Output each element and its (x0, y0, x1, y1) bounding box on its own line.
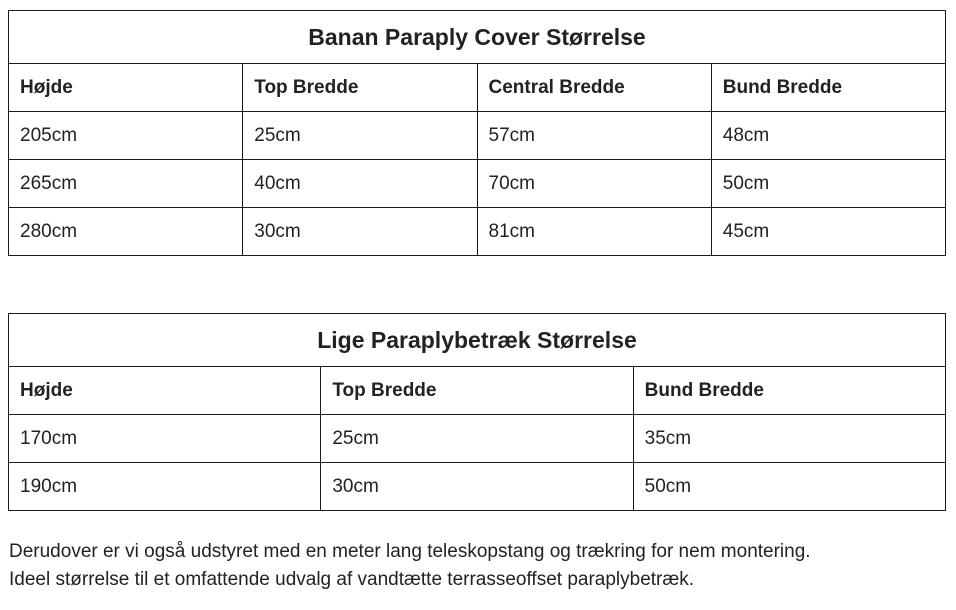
table-row (9, 415, 946, 463)
table-cell: 30cm (243, 208, 477, 256)
table-cell: 205cm (9, 112, 243, 160)
table-cell: 25cm (243, 112, 477, 160)
table-cell: 70cm (477, 160, 711, 208)
column-header-top-bredde: Top Bredde (321, 367, 633, 415)
table-title: Lige Paraplybetræk Størrelse (9, 314, 946, 367)
straight-umbrella-size-table (8, 313, 946, 511)
column-header-central-bredde: Central Bredde (477, 64, 711, 112)
column-header-hojde: Højde (9, 64, 243, 112)
table-header-row (9, 367, 946, 415)
table-cell: 81cm (477, 208, 711, 256)
table-title: Banan Paraply Cover Størrelse (9, 11, 946, 64)
table-cell: 45cm (711, 208, 945, 256)
table-row (9, 112, 946, 160)
description-line-1: Derudover er vi også udstyret med en meter lang teleskopstang og trækring for nem montering. (9, 541, 811, 562)
column-header-bund-bredde: Bund Bredde (711, 64, 945, 112)
description-line-2: Ideel størrelse til et omfattende udvalg af vandtætte terrasseoffset paraplybetræk. (9, 569, 695, 590)
table-row (9, 160, 946, 208)
table-cell: 190cm (9, 463, 321, 511)
table-header-row (9, 64, 946, 112)
table-cell: 50cm (711, 160, 945, 208)
column-header-top-bredde: Top Bredde (243, 64, 477, 112)
table-cell: 57cm (477, 112, 711, 160)
table-cell: 25cm (321, 415, 633, 463)
table-cell: 40cm (243, 160, 477, 208)
table-row (9, 463, 946, 511)
table-cell: 30cm (321, 463, 633, 511)
column-header-hojde: Højde (9, 367, 321, 415)
table-cell: 48cm (711, 112, 945, 160)
table-cell: 50cm (633, 463, 945, 511)
description-text (9, 538, 949, 594)
table-cell: 170cm (9, 415, 321, 463)
table-cell: 280cm (9, 208, 243, 256)
column-header-bund-bredde: Bund Bredde (633, 367, 945, 415)
table-cell: 35cm (633, 415, 945, 463)
table-cell: 265cm (9, 160, 243, 208)
table-row (9, 208, 946, 256)
banana-umbrella-size-table (8, 10, 946, 256)
